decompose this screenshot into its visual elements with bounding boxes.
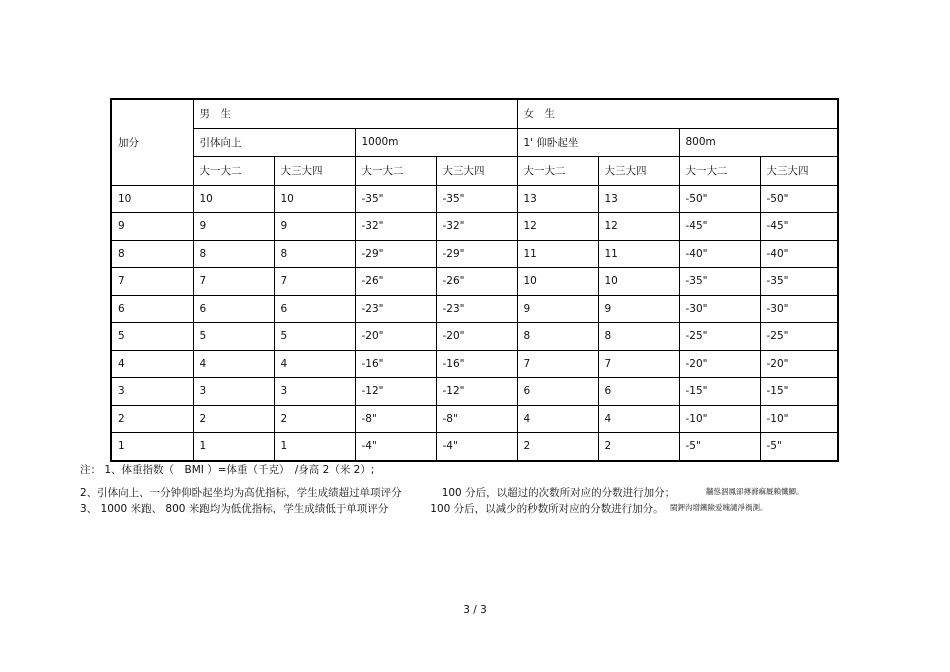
table-cell: 7	[193, 268, 274, 296]
table-cell: 5	[193, 323, 274, 351]
note-line-2	[80, 485, 675, 500]
table-cell: -30"	[760, 295, 838, 323]
table-cell: -5"	[679, 433, 760, 461]
table-cell: 13	[598, 185, 679, 213]
table-cell: -32"	[436, 213, 517, 241]
male-header: 男 生	[193, 99, 517, 128]
score-cell: 5	[111, 323, 193, 351]
table-cell: 9	[598, 295, 679, 323]
table-cell: 6	[193, 295, 274, 323]
table-cell: 11	[517, 240, 598, 268]
note-2-artifact-text: 黼慫涸鳳卻摶滌痲厩賴懺鯽。	[706, 487, 804, 496]
table-cell: 8	[274, 240, 355, 268]
female-header: 女 生	[517, 99, 838, 128]
grade-header: 大三大四	[760, 157, 838, 186]
table-cell: -29"	[436, 240, 517, 268]
note-2-text-b: 100 分后，以超过的次数所对应的分数进行加分；	[441, 487, 676, 499]
table-cell: 8	[193, 240, 274, 268]
table-cell: 4	[274, 350, 355, 378]
score-cell: 9	[111, 213, 193, 241]
table-cell: -8"	[355, 405, 436, 433]
event-pullup-header: 引体向上	[193, 128, 355, 157]
table-cell: -40"	[760, 240, 838, 268]
table-cell: 2	[598, 433, 679, 461]
table-cell: 5	[274, 323, 355, 351]
table-cell: -50"	[679, 185, 760, 213]
event-800m-header: 800m	[679, 128, 838, 157]
table-cell: -8"	[436, 405, 517, 433]
table-cell: -45"	[760, 213, 838, 241]
table-cell: -25"	[760, 323, 838, 351]
table-cell: -10"	[760, 405, 838, 433]
table-cell: -29"	[355, 240, 436, 268]
table-cell: -35"	[760, 268, 838, 296]
table-cell: -12"	[355, 378, 436, 406]
table-cell: 6	[517, 378, 598, 406]
table-cell: -12"	[436, 378, 517, 406]
table-cell: -26"	[436, 268, 517, 296]
table-cell: -26"	[355, 268, 436, 296]
table-cell: 10	[517, 268, 598, 296]
table-cell: 7	[274, 268, 355, 296]
event-1000m-header: 1000m	[355, 128, 517, 157]
table-cell: 4	[598, 405, 679, 433]
table-row	[111, 240, 838, 268]
table-cell: -20"	[760, 350, 838, 378]
table-cell: -45"	[679, 213, 760, 241]
table-cell: 3	[193, 378, 274, 406]
table-cell: 13	[517, 185, 598, 213]
grade-header: 大一大二	[679, 157, 760, 186]
table-row	[111, 323, 838, 351]
grade-header: 大三大四	[598, 157, 679, 186]
table-row	[111, 405, 838, 433]
note-line-3	[80, 501, 664, 516]
table-cell: 6	[598, 378, 679, 406]
table-cell: -5"	[760, 433, 838, 461]
table-cell: 4	[193, 350, 274, 378]
table-cell: -20"	[355, 323, 436, 351]
table-cell: 12	[517, 213, 598, 241]
score-cell: 2	[111, 405, 193, 433]
table-row	[111, 433, 838, 461]
grade-header: 大三大四	[436, 157, 517, 186]
table-cell: -4"	[355, 433, 436, 461]
table-cell: -16"	[436, 350, 517, 378]
grade-header: 大一大二	[517, 157, 598, 186]
table-cell: -23"	[436, 295, 517, 323]
table-cell: 6	[274, 295, 355, 323]
table-cell: 1	[274, 433, 355, 461]
page-number: 3 / 3	[463, 604, 487, 616]
grade-header: 大一大二	[355, 157, 436, 186]
table-row	[111, 378, 838, 406]
table-cell: 3	[274, 378, 355, 406]
bonus-score-table	[110, 98, 839, 462]
table-row	[111, 268, 838, 296]
table-cell: 7	[598, 350, 679, 378]
table-cell: -35"	[436, 185, 517, 213]
table-cell: -15"	[760, 378, 838, 406]
table-cell: 2	[274, 405, 355, 433]
table-cell: 7	[517, 350, 598, 378]
table-cell: 12	[598, 213, 679, 241]
note-1-text: 注： 1、体重指数（ BMI ）=体重（千克） /身高 2（米 2）;	[80, 464, 375, 476]
note-3-text-b: 100 分后，以减少的秒数所对应的分数进行加分。	[430, 503, 664, 515]
table-row	[111, 350, 838, 378]
table-cell: -10"	[679, 405, 760, 433]
table-row	[111, 185, 838, 213]
table-cell: -50"	[760, 185, 838, 213]
table-cell: 4	[517, 405, 598, 433]
table-cell: -4"	[436, 433, 517, 461]
table-cell: 8	[517, 323, 598, 351]
table-cell: 2	[517, 433, 598, 461]
grade-header: 大三大四	[274, 157, 355, 186]
table-cell: -23"	[355, 295, 436, 323]
table-cell: 10	[274, 185, 355, 213]
table-cell: -25"	[679, 323, 760, 351]
event-situp-header: 1' 仰卧起坐	[517, 128, 679, 157]
note-3-artifact-text: 閩鉀沟增鐵險爱魄譴淨禍測。	[670, 503, 768, 512]
table-row	[111, 295, 838, 323]
table-cell: -35"	[679, 268, 760, 296]
table-cell: 10	[193, 185, 274, 213]
table-cell: 2	[193, 405, 274, 433]
score-cell: 1	[111, 433, 193, 461]
table-cell: 9	[274, 213, 355, 241]
score-cell: 7	[111, 268, 193, 296]
table-cell: -32"	[355, 213, 436, 241]
note-3-text-a: 3、 1000 米跑、 800 米跑均为低优指标，学生成绩低于单项评分	[80, 503, 389, 515]
table-cell: 1	[193, 433, 274, 461]
score-cell: 8	[111, 240, 193, 268]
grade-header: 大一大二	[193, 157, 274, 186]
note-2-text-a: 2、引体向上、一分钟仰卧起坐均为高优指标，学生成绩超过单项评分	[80, 487, 402, 499]
table-cell: -35"	[355, 185, 436, 213]
table-cell: 9	[193, 213, 274, 241]
score-header: 加分	[111, 99, 193, 185]
score-cell: 10	[111, 185, 193, 213]
table-cell: 10	[598, 268, 679, 296]
table-cell: 11	[598, 240, 679, 268]
table-cell: -15"	[679, 378, 760, 406]
score-cell: 6	[111, 295, 193, 323]
score-cell: 3	[111, 378, 193, 406]
table-cell: -40"	[679, 240, 760, 268]
table-row	[111, 213, 838, 241]
table-cell: -20"	[679, 350, 760, 378]
table-cell: -20"	[436, 323, 517, 351]
table-cell: -16"	[355, 350, 436, 378]
table-cell: -30"	[679, 295, 760, 323]
note-line-1	[80, 462, 374, 477]
table-cell: 9	[517, 295, 598, 323]
table-cell: 8	[598, 323, 679, 351]
score-cell: 4	[111, 350, 193, 378]
